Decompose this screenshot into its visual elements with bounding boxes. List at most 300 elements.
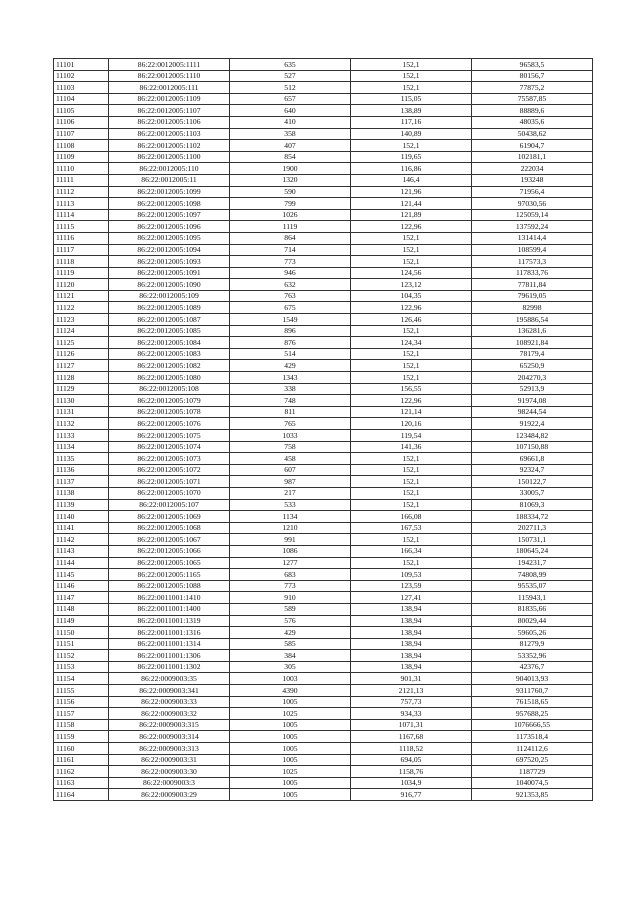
table-row — [54, 719, 593, 731]
cadastral-number-cell: 86:22:0012005:1083 — [109, 348, 230, 360]
table-row — [54, 627, 593, 639]
row-number-cell: 11125 — [54, 337, 109, 349]
cadastral-number-cell: 86:22:0012005:11 — [109, 174, 230, 186]
rate-cell: 916,77 — [351, 789, 472, 801]
table-row — [54, 128, 593, 140]
row-number-cell: 11121 — [54, 290, 109, 302]
cadastral-number-cell: 86:22:0009003:31 — [109, 754, 230, 766]
row-number-cell: 11141 — [54, 522, 109, 534]
cadastral-number-cell: 86:22:0012005:1084 — [109, 337, 230, 349]
value-cell: 1187729 — [472, 766, 593, 778]
table-row — [54, 267, 593, 279]
value-cell: 180645,24 — [472, 545, 593, 557]
table-row — [54, 766, 593, 778]
table-row — [54, 140, 593, 152]
cadastral-number-cell: 86:22:0012005:1091 — [109, 267, 230, 279]
cadastral-number-cell: 86:22:0009003:3 — [109, 777, 230, 789]
value-cell: 125059,14 — [472, 209, 593, 221]
value-cell: 102181,1 — [472, 151, 593, 163]
value-cell: 131414,4 — [472, 232, 593, 244]
cadastral-number-cell: 86:22:0009003:315 — [109, 719, 230, 731]
area-cell: 429 — [230, 360, 351, 372]
area-cell: 1005 — [230, 789, 351, 801]
row-number-cell: 11145 — [54, 569, 109, 581]
table-row — [54, 348, 593, 360]
table-row — [54, 743, 593, 755]
rate-cell: 124,56 — [351, 267, 472, 279]
area-cell: 683 — [230, 569, 351, 581]
cadastral-value-table — [53, 58, 593, 801]
cadastral-number-cell: 86:22:0012005:1068 — [109, 522, 230, 534]
table-row — [54, 580, 593, 592]
value-cell: 53352,96 — [472, 650, 593, 662]
row-number-cell: 11140 — [54, 511, 109, 523]
rate-cell: 123,12 — [351, 279, 472, 291]
rate-cell: 152,1 — [351, 453, 472, 465]
value-cell: 69661,8 — [472, 453, 593, 465]
cadastral-number-cell: 86:22:0012005:1111 — [109, 59, 230, 71]
table-row — [54, 198, 593, 210]
value-cell: 957688,25 — [472, 708, 593, 720]
value-cell: 61904,7 — [472, 140, 593, 152]
row-number-cell: 11162 — [54, 766, 109, 778]
cadastral-number-cell: 86:22:0012005:1165 — [109, 569, 230, 581]
value-cell: 82998 — [472, 302, 593, 314]
table-row — [54, 696, 593, 708]
rate-cell: 124,34 — [351, 337, 472, 349]
value-cell: 137592,24 — [472, 221, 593, 233]
value-cell: 904013,93 — [472, 673, 593, 685]
table-row — [54, 70, 593, 82]
value-cell: 194231,7 — [472, 557, 593, 569]
rate-cell: 127,41 — [351, 592, 472, 604]
value-cell: 136281,6 — [472, 325, 593, 337]
table-row — [54, 545, 593, 557]
row-number-cell: 11122 — [54, 302, 109, 314]
cadastral-number-cell: 86:22:0011001:1410 — [109, 592, 230, 604]
rate-cell: 121,96 — [351, 186, 472, 198]
area-cell: 410 — [230, 116, 351, 128]
area-cell: 1086 — [230, 545, 351, 557]
cadastral-number-cell: 86:22:0012005:1085 — [109, 325, 230, 337]
value-cell: 107150,88 — [472, 441, 593, 453]
value-cell: 202711,3 — [472, 522, 593, 534]
row-number-cell: 11130 — [54, 395, 109, 407]
cadastral-number-cell: 86:22:0012005:108 — [109, 383, 230, 395]
row-number-cell: 11126 — [54, 348, 109, 360]
table-row — [54, 661, 593, 673]
value-cell: 48035,6 — [472, 116, 593, 128]
value-cell: 195886,54 — [472, 314, 593, 326]
table-row — [54, 453, 593, 465]
table-row — [54, 174, 593, 186]
row-number-cell: 11129 — [54, 383, 109, 395]
table-row — [54, 209, 593, 221]
row-number-cell: 11163 — [54, 777, 109, 789]
table-row — [54, 754, 593, 766]
table-row — [54, 372, 593, 384]
area-cell: 589 — [230, 603, 351, 615]
rate-cell: 152,1 — [351, 360, 472, 372]
rate-cell: 138,94 — [351, 638, 472, 650]
table-row — [54, 731, 593, 743]
cadastral-number-cell: 86:22:0012005:1095 — [109, 232, 230, 244]
value-cell: 33005,7 — [472, 487, 593, 499]
cadastral-number-cell: 86:22:0012005:1082 — [109, 360, 230, 372]
rate-cell: 901,31 — [351, 673, 472, 685]
area-cell: 338 — [230, 383, 351, 395]
row-number-cell: 11164 — [54, 789, 109, 801]
table-row — [54, 685, 593, 697]
value-cell: 921353,85 — [472, 789, 593, 801]
rate-cell: 122,96 — [351, 221, 472, 233]
row-number-cell: 11136 — [54, 464, 109, 476]
area-cell: 512 — [230, 82, 351, 94]
rate-cell: 166,34 — [351, 545, 472, 557]
value-cell: 1040074,5 — [472, 777, 593, 789]
area-cell: 876 — [230, 337, 351, 349]
area-cell: 1005 — [230, 754, 351, 766]
table-body — [54, 59, 593, 801]
rate-cell: 152,1 — [351, 557, 472, 569]
value-cell: 92324,7 — [472, 464, 593, 476]
area-cell: 799 — [230, 198, 351, 210]
cadastral-number-cell: 86:22:0012005:1100 — [109, 151, 230, 163]
rate-cell: 123,59 — [351, 580, 472, 592]
value-cell: 95535,07 — [472, 580, 593, 592]
cadastral-number-cell: 86:22:0012005:1110 — [109, 70, 230, 82]
row-number-cell: 11120 — [54, 279, 109, 291]
value-cell: 50438,62 — [472, 128, 593, 140]
area-cell: 1026 — [230, 209, 351, 221]
rate-cell: 152,1 — [351, 140, 472, 152]
value-cell: 108599,4 — [472, 244, 593, 256]
cadastral-number-cell: 86:22:0012005:1102 — [109, 140, 230, 152]
table-row — [54, 522, 593, 534]
rate-cell: 121,89 — [351, 209, 472, 221]
value-cell: 80156,7 — [472, 70, 593, 82]
cadastral-number-cell: 86:22:0011001:1319 — [109, 615, 230, 627]
area-cell: 1119 — [230, 221, 351, 233]
area-cell: 811 — [230, 406, 351, 418]
cadastral-number-cell: 86:22:0012005:1072 — [109, 464, 230, 476]
area-cell: 758 — [230, 441, 351, 453]
table-row — [54, 244, 593, 256]
area-cell: 896 — [230, 325, 351, 337]
rate-cell: 152,1 — [351, 232, 472, 244]
row-number-cell: 11147 — [54, 592, 109, 604]
value-cell: 52913,9 — [472, 383, 593, 395]
area-cell: 854 — [230, 151, 351, 163]
row-number-cell: 11139 — [54, 499, 109, 511]
row-number-cell: 11138 — [54, 487, 109, 499]
row-number-cell: 11107 — [54, 128, 109, 140]
row-number-cell: 11109 — [54, 151, 109, 163]
rate-cell: 2121,13 — [351, 685, 472, 697]
row-number-cell: 11124 — [54, 325, 109, 337]
rate-cell: 152,1 — [351, 82, 472, 94]
rate-cell: 934,33 — [351, 708, 472, 720]
value-cell: 117573,3 — [472, 256, 593, 268]
rate-cell: 167,53 — [351, 522, 472, 534]
area-cell: 533 — [230, 499, 351, 511]
table-row — [54, 464, 593, 476]
row-number-cell: 11118 — [54, 256, 109, 268]
cadastral-number-cell: 86:22:0012005:1073 — [109, 453, 230, 465]
row-number-cell: 11117 — [54, 244, 109, 256]
area-cell: 1003 — [230, 673, 351, 685]
table-row — [54, 418, 593, 430]
table-row — [54, 476, 593, 488]
value-cell: 123484,82 — [472, 430, 593, 442]
cadastral-number-cell: 86:22:0012005:1079 — [109, 395, 230, 407]
cadastral-number-cell: 86:22:0011001:1400 — [109, 603, 230, 615]
area-cell: 4390 — [230, 685, 351, 697]
area-cell: 358 — [230, 128, 351, 140]
rate-cell: 122,96 — [351, 395, 472, 407]
row-number-cell: 11143 — [54, 545, 109, 557]
cadastral-number-cell: 86:22:0012005:107 — [109, 499, 230, 511]
area-cell: 1343 — [230, 372, 351, 384]
rate-cell: 138,94 — [351, 615, 472, 627]
area-cell: 991 — [230, 534, 351, 546]
table-row — [54, 151, 593, 163]
rate-cell: 122,96 — [351, 302, 472, 314]
area-cell: 1134 — [230, 511, 351, 523]
rate-cell: 116,86 — [351, 163, 472, 175]
value-cell: 75587,85 — [472, 93, 593, 105]
cadastral-number-cell: 86:22:0009003:32 — [109, 708, 230, 720]
rate-cell: 1071,31 — [351, 719, 472, 731]
value-cell: 193248 — [472, 174, 593, 186]
value-cell: 81835,66 — [472, 603, 593, 615]
cadastral-number-cell: 86:22:0012005:1076 — [109, 418, 230, 430]
row-number-cell: 11133 — [54, 430, 109, 442]
area-cell: 714 — [230, 244, 351, 256]
value-cell: 150731,1 — [472, 534, 593, 546]
cadastral-number-cell: 86:22:0009003:313 — [109, 743, 230, 755]
row-number-cell: 11135 — [54, 453, 109, 465]
row-number-cell: 11153 — [54, 661, 109, 673]
value-cell: 115943,1 — [472, 592, 593, 604]
area-cell: 217 — [230, 487, 351, 499]
rate-cell: 121,44 — [351, 198, 472, 210]
table-row — [54, 186, 593, 198]
rate-cell: 152,1 — [351, 244, 472, 256]
area-cell: 773 — [230, 580, 351, 592]
cadastral-number-cell: 86:22:0012005:1066 — [109, 545, 230, 557]
table-row — [54, 708, 593, 720]
cadastral-number-cell: 86:22:0012005:1099 — [109, 186, 230, 198]
rate-cell: 115,05 — [351, 93, 472, 105]
cadastral-number-cell: 86:22:0012005:1071 — [109, 476, 230, 488]
row-number-cell: 11149 — [54, 615, 109, 627]
rate-cell: 1118,52 — [351, 743, 472, 755]
table-row — [54, 557, 593, 569]
row-number-cell: 11132 — [54, 418, 109, 430]
area-cell: 1005 — [230, 731, 351, 743]
table-row — [54, 673, 593, 685]
rate-cell: 152,1 — [351, 59, 472, 71]
value-cell: 71956,4 — [472, 186, 593, 198]
value-cell: 59605,26 — [472, 627, 593, 639]
area-cell: 576 — [230, 615, 351, 627]
cadastral-number-cell: 86:22:0012005:1087 — [109, 314, 230, 326]
area-cell: 1900 — [230, 163, 351, 175]
area-cell: 429 — [230, 627, 351, 639]
row-number-cell: 11113 — [54, 198, 109, 210]
table-row — [54, 337, 593, 349]
area-cell: 640 — [230, 105, 351, 117]
value-cell: 204270,3 — [472, 372, 593, 384]
table-row — [54, 105, 593, 117]
cadastral-number-cell: 86:22:0012005:1065 — [109, 557, 230, 569]
cadastral-number-cell: 86:22:0012005:1069 — [109, 511, 230, 523]
rate-cell: 152,1 — [351, 534, 472, 546]
table-row — [54, 163, 593, 175]
row-number-cell: 11131 — [54, 406, 109, 418]
area-cell: 1549 — [230, 314, 351, 326]
value-cell: 80029,44 — [472, 615, 593, 627]
cadastral-number-cell: 86:22:0012005:1090 — [109, 279, 230, 291]
value-cell: 91974,08 — [472, 395, 593, 407]
rate-cell: 138,89 — [351, 105, 472, 117]
rate-cell: 121,14 — [351, 406, 472, 418]
table-row — [54, 592, 593, 604]
row-number-cell: 11148 — [54, 603, 109, 615]
area-cell: 946 — [230, 267, 351, 279]
value-cell: 150122,7 — [472, 476, 593, 488]
rate-cell: 152,1 — [351, 325, 472, 337]
rate-cell: 117,16 — [351, 116, 472, 128]
rate-cell: 119,54 — [351, 430, 472, 442]
area-cell: 1033 — [230, 430, 351, 442]
rate-cell: 119,65 — [351, 151, 472, 163]
area-cell: 675 — [230, 302, 351, 314]
value-cell: 78179,4 — [472, 348, 593, 360]
row-number-cell: 11154 — [54, 673, 109, 685]
value-cell: 65250,9 — [472, 360, 593, 372]
row-number-cell: 11114 — [54, 209, 109, 221]
rate-cell: 146,4 — [351, 174, 472, 186]
cadastral-number-cell: 86:22:0012005:1109 — [109, 93, 230, 105]
rate-cell: 152,1 — [351, 256, 472, 268]
area-cell: 657 — [230, 93, 351, 105]
rate-cell: 1167,68 — [351, 731, 472, 743]
area-cell: 585 — [230, 638, 351, 650]
row-number-cell: 11108 — [54, 140, 109, 152]
value-cell: 117833,76 — [472, 267, 593, 279]
area-cell: 635 — [230, 59, 351, 71]
table-row — [54, 511, 593, 523]
row-number-cell: 11146 — [54, 580, 109, 592]
value-cell: 97030,56 — [472, 198, 593, 210]
value-cell: 96583,5 — [472, 59, 593, 71]
row-number-cell: 11134 — [54, 441, 109, 453]
row-number-cell: 11103 — [54, 82, 109, 94]
row-number-cell: 11150 — [54, 627, 109, 639]
cadastral-number-cell: 86:22:0011001:1306 — [109, 650, 230, 662]
row-number-cell: 11115 — [54, 221, 109, 233]
cadastral-number-cell: 86:22:0012005:1078 — [109, 406, 230, 418]
cadastral-number-cell: 86:22:0012005:1067 — [109, 534, 230, 546]
row-number-cell: 11156 — [54, 696, 109, 708]
area-cell: 590 — [230, 186, 351, 198]
row-number-cell: 11106 — [54, 116, 109, 128]
value-cell: 761518,65 — [472, 696, 593, 708]
row-number-cell: 11152 — [54, 650, 109, 662]
value-cell: 1076666,55 — [472, 719, 593, 731]
row-number-cell: 11123 — [54, 314, 109, 326]
table-row — [54, 534, 593, 546]
table-row — [54, 487, 593, 499]
row-number-cell: 11142 — [54, 534, 109, 546]
row-number-cell: 11137 — [54, 476, 109, 488]
area-cell: 527 — [230, 70, 351, 82]
table-row — [54, 395, 593, 407]
rate-cell: 152,1 — [351, 372, 472, 384]
area-cell: 384 — [230, 650, 351, 662]
cadastral-number-cell: 86:22:0011001:1302 — [109, 661, 230, 673]
row-number-cell: 11102 — [54, 70, 109, 82]
cadastral-number-cell: 86:22:0009003:341 — [109, 685, 230, 697]
cadastral-number-cell: 86:22:0012005:110 — [109, 163, 230, 175]
table-row — [54, 221, 593, 233]
table-row — [54, 302, 593, 314]
cadastral-number-cell: 86:22:0012005:1098 — [109, 198, 230, 210]
cadastral-number-cell: 86:22:0012005:1096 — [109, 221, 230, 233]
area-cell: 1277 — [230, 557, 351, 569]
area-cell: 1005 — [230, 719, 351, 731]
value-cell: 222034 — [472, 163, 593, 175]
area-cell: 773 — [230, 256, 351, 268]
rate-cell: 152,1 — [351, 348, 472, 360]
cadastral-number-cell: 86:22:0011001:1314 — [109, 638, 230, 650]
cadastral-number-cell: 86:22:0012005:1093 — [109, 256, 230, 268]
area-cell: 910 — [230, 592, 351, 604]
area-cell: 1005 — [230, 777, 351, 789]
area-cell: 1210 — [230, 522, 351, 534]
table-row — [54, 615, 593, 627]
area-cell: 987 — [230, 476, 351, 488]
value-cell: 1173518,4 — [472, 731, 593, 743]
row-number-cell: 11110 — [54, 163, 109, 175]
table-row — [54, 441, 593, 453]
cadastral-number-cell: 86:22:0012005:1089 — [109, 302, 230, 314]
cadastral-number-cell: 86:22:0009003:29 — [109, 789, 230, 801]
cadastral-number-cell: 86:22:0012005:1070 — [109, 487, 230, 499]
value-cell: 42376,7 — [472, 661, 593, 673]
cadastral-number-cell: 86:22:0011001:1316 — [109, 627, 230, 639]
table-row — [54, 569, 593, 581]
value-cell: 81279,9 — [472, 638, 593, 650]
table-row — [54, 383, 593, 395]
area-cell: 607 — [230, 464, 351, 476]
row-number-cell: 11159 — [54, 731, 109, 743]
row-number-cell: 11144 — [54, 557, 109, 569]
rate-cell: 152,1 — [351, 499, 472, 511]
value-cell: 88889,6 — [472, 105, 593, 117]
area-cell: 1005 — [230, 743, 351, 755]
cadastral-number-cell: 86:22:0012005:1088 — [109, 580, 230, 592]
rate-cell: 120,16 — [351, 418, 472, 430]
cadastral-number-cell: 86:22:0012005:111 — [109, 82, 230, 94]
cadastral-number-cell: 86:22:0012005:109 — [109, 290, 230, 302]
area-cell: 765 — [230, 418, 351, 430]
value-cell: 98244,54 — [472, 406, 593, 418]
value-cell: 9311760,7 — [472, 685, 593, 697]
row-number-cell: 11101 — [54, 59, 109, 71]
